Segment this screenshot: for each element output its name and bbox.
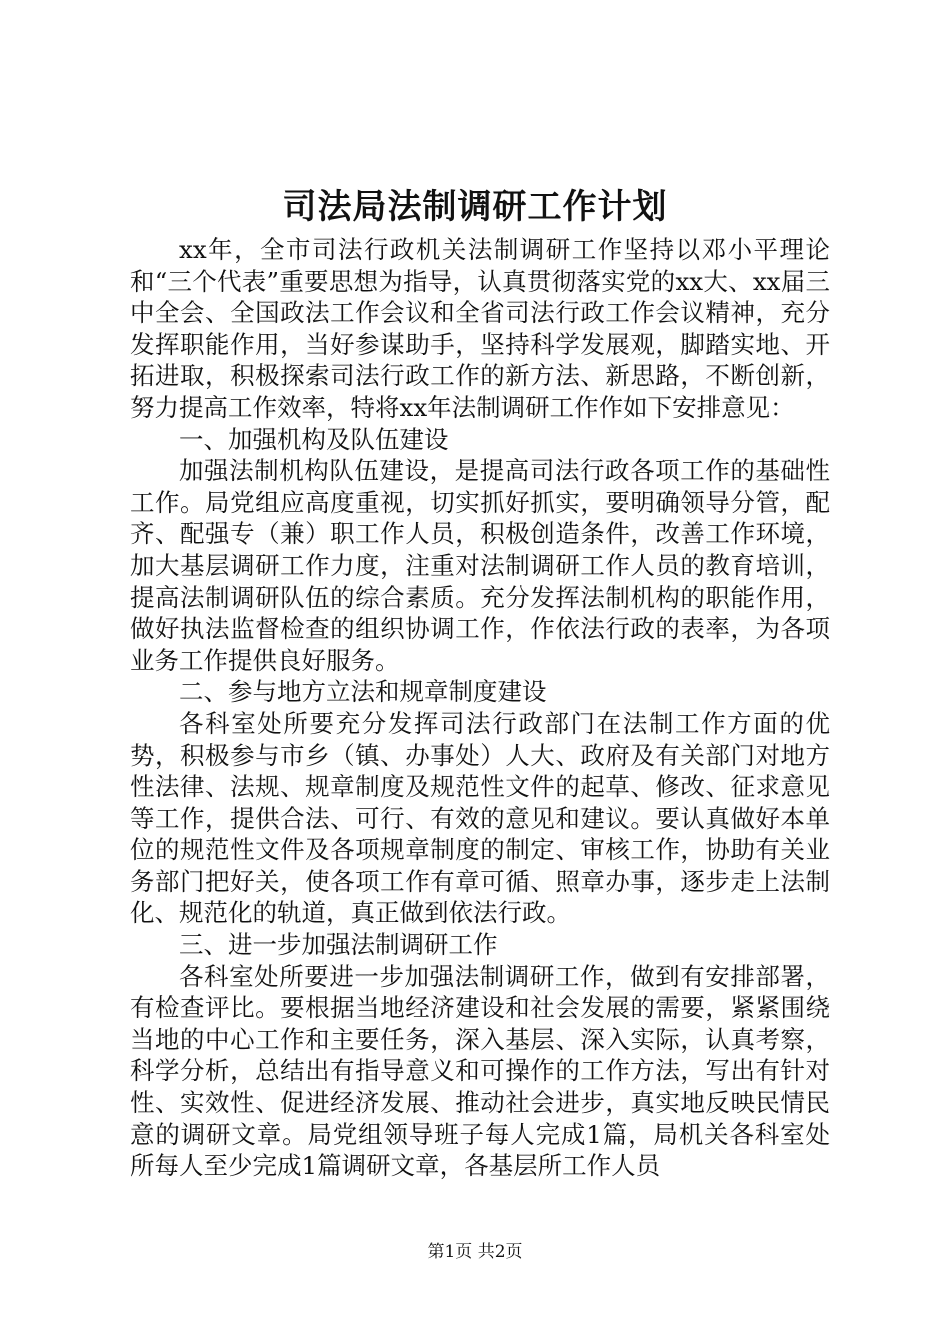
paragraph-intro: xx年，全市司法行政机关法制调研工作坚持以邓小平理论和“三个代表”重要思想为指导，认真贯彻落实党的xx大、xx届三中全会、全国政法工作会议和全省司法行政工作会议精神，充分发挥职能作用，当好参谋助手，坚持科学发展观，脚踏实地、开拓进取，积极探索司法行政工作的新方法、新思路，不断创新，努力提高工作效率，特将xx年法制调研工作作如下安排意见： (130, 235, 830, 422)
paragraph-section-1: 加强法制机构队伍建设，是提高司法行政各项工作的基础性工作。局党组应高度重视，切实抓好抓实，要明确领导分管，配齐、配强专（兼）职工作人员，积极创造条件，改善工作环境，加大基层调研工作力度，注重对法制调研工作人员的教育培训，提高法制调研队伍的综合素质。充分发挥法制机构的职能作用，做好执法监督检查的组织协调工作，作依法行政的表率，为各项业务工作提供良好服务。 (130, 456, 830, 675)
document-title: 司法局法制调研工作计划 (282, 187, 668, 227)
section-heading-1: 一、加强机构及队伍建设 (179, 424, 449, 454)
section-heading-3: 三、进一步加强法制调研工作 (179, 930, 498, 960)
paragraph-section-3: 各科室处所要进一步加强法制调研工作，做到有安排部署，有检查评比。要根据当地经济建设和社会发展的需要，紧紧围绕当地的中心工作和主要任务，深入基层、深入实际，认真考察，科学分析，总结出有指导意义和可操作的工作方法，写出有针对性、实效性、促进经济发展、推动社会进步，真实地反映民情民意的调研文章。局党组领导班子每人完成1篇，局机关各科室处所每人至少完成1篇调研文章，各基层所工作人员 (130, 961, 830, 1181)
paragraph-section-2: 各科室处所要充分发挥司法行政部门在法制工作方面的优势，积极参与市乡（镇、办事处）人大、政府及有关部门对地方性法律、法规、规章制度及规范性文件的起草、修改、征求意见等工作，提供合法、可行、有效的意见和建议。要认真做好本单位的规范性文件及各项规章制度的制定、审核工作，协助有关业务部门把好关，使各项工作有章可循、照章办事，逐步走上法制化、规范化的轨道，真正做到依法行政。 (130, 708, 830, 928)
document-body (130, 234, 830, 1182)
section-heading-2: 二、参与地方立法和规章制度建设 (179, 677, 547, 707)
page-footer: 第1页 共2页 (427, 1242, 523, 1262)
